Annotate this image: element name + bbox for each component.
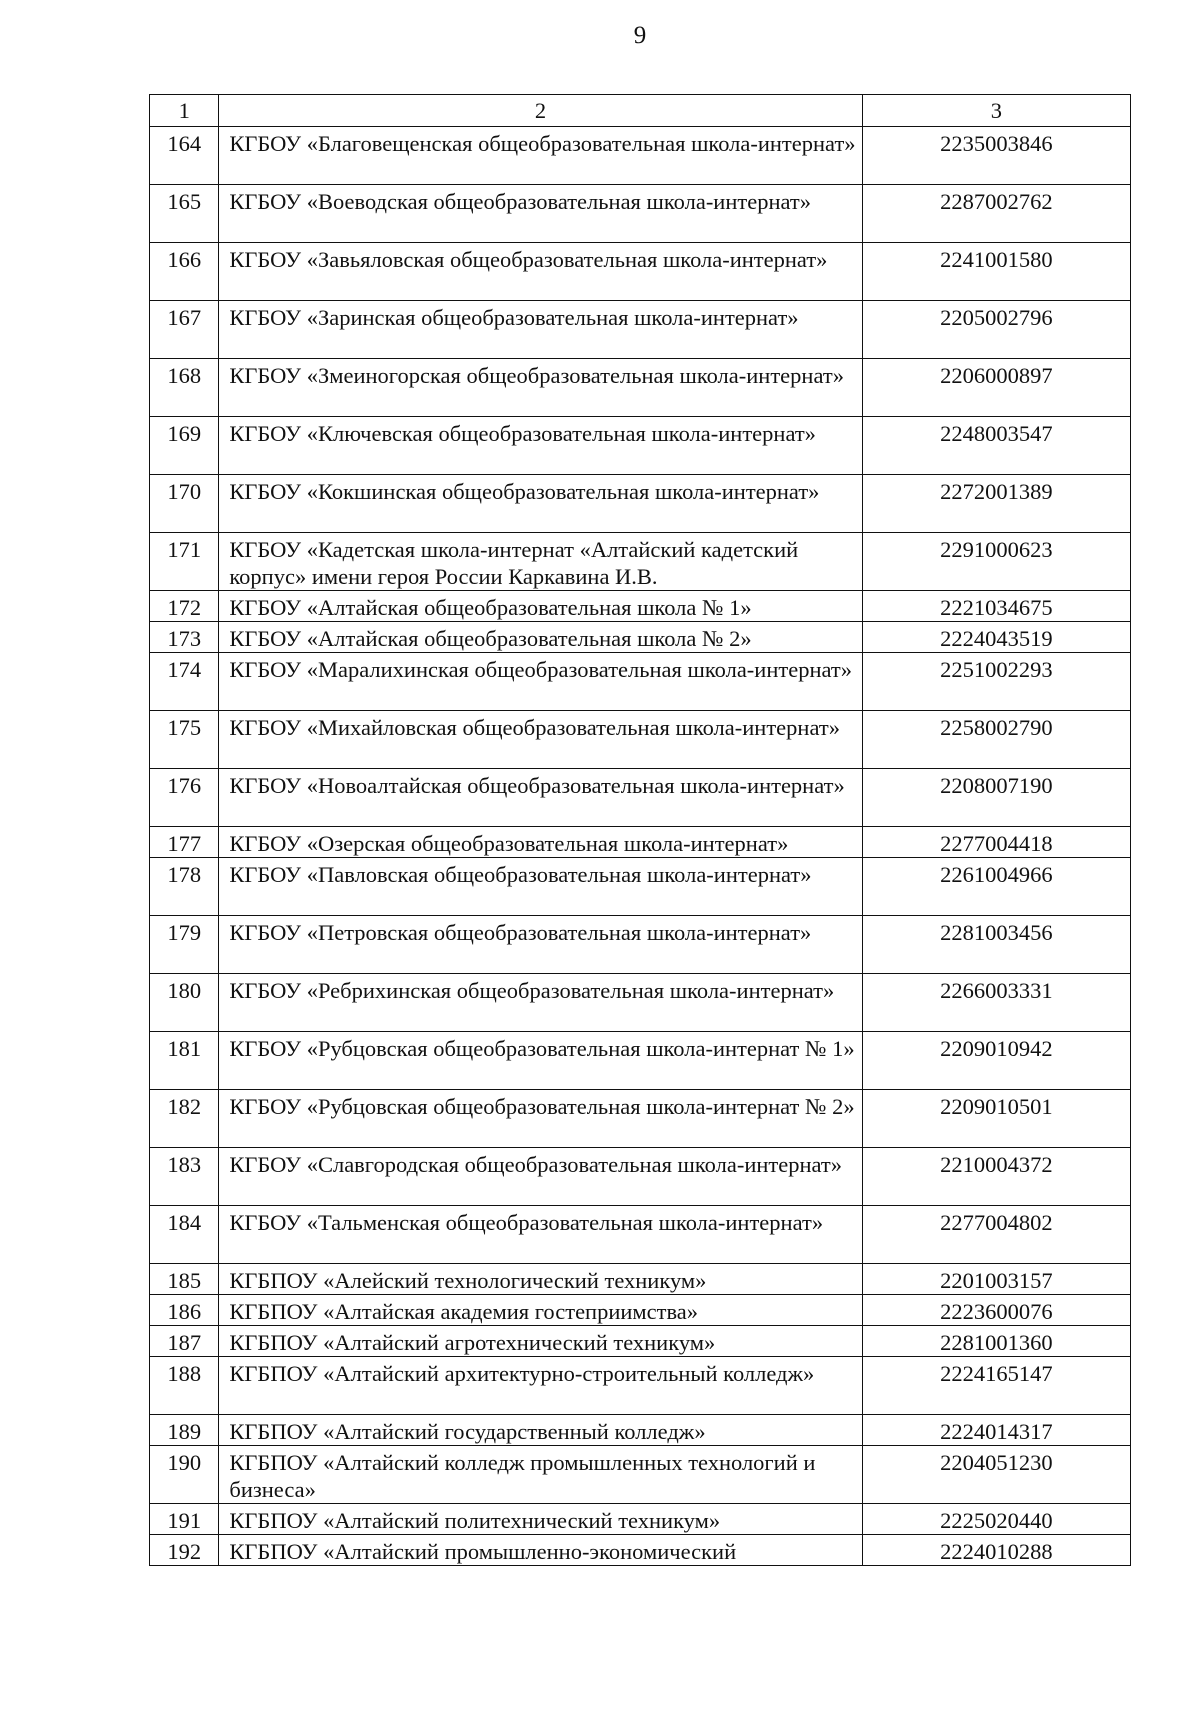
institution-name: КГБПОУ «Алтайский политехнический техникум»	[219, 1504, 862, 1535]
institution-name: КГБОУ «Кадетская школа-интернат «Алтайский кадетский корпус» имени героя России Каркавина И.В.	[219, 533, 862, 591]
table-row	[150, 185, 1131, 243]
institution-name: КГБОУ «Озерская общеобразовательная школа-интернат»	[219, 827, 862, 858]
inn-code: 2235003846	[862, 127, 1130, 185]
row-number: 179	[150, 916, 219, 974]
institution-name: КГБПОУ «Алтайский архитектурно-строительный колледж»	[219, 1357, 862, 1415]
inn-code: 2224165147	[862, 1357, 1130, 1415]
table-row	[150, 769, 1131, 827]
inn-code: 2210004372	[862, 1148, 1130, 1206]
header-col-2: 2	[219, 95, 862, 127]
institution-name: КГБПОУ «Алтайский колледж промышленных технологий и бизнеса»	[219, 1446, 862, 1504]
inn-code: 2209010942	[862, 1032, 1130, 1090]
row-number: 175	[150, 711, 219, 769]
inn-code: 2224010288	[862, 1535, 1130, 1566]
table-row	[150, 1264, 1131, 1295]
row-number: 168	[150, 359, 219, 417]
inn-code: 2281001360	[862, 1326, 1130, 1357]
row-number: 185	[150, 1264, 219, 1295]
table-row	[150, 1090, 1131, 1148]
institution-name: КГБОУ «Рубцовская общеобразовательная школа-интернат № 2»	[219, 1090, 862, 1148]
institution-name: КГБПОУ «Алтайский государственный колледж»	[219, 1415, 862, 1446]
row-number: 174	[150, 653, 219, 711]
header-col-3: 3	[862, 95, 1130, 127]
page-number: 9	[633, 22, 647, 49]
inn-code: 2204051230	[862, 1446, 1130, 1504]
institutions-table	[149, 94, 1131, 1566]
inn-code: 2291000623	[862, 533, 1130, 591]
institution-name: КГБОУ «Петровская общеобразовательная школа-интернат»	[219, 916, 862, 974]
institution-name: КГБОУ «Благовещенская общеобразовательная школа-интернат»	[219, 127, 862, 185]
table-row	[150, 1295, 1131, 1326]
inn-code: 2206000897	[862, 359, 1130, 417]
table-row	[150, 301, 1131, 359]
table-row	[150, 1415, 1131, 1446]
row-number: 184	[150, 1206, 219, 1264]
institution-name: КГБПОУ «Алтайский промышленно-экономический	[219, 1535, 862, 1566]
inn-code: 2201003157	[862, 1264, 1130, 1295]
row-number: 190	[150, 1446, 219, 1504]
table-row	[150, 475, 1131, 533]
institution-name: КГБОУ «Алтайская общеобразовательная школа № 1»	[219, 591, 862, 622]
row-number: 166	[150, 243, 219, 301]
table-row	[150, 622, 1131, 653]
row-number: 177	[150, 827, 219, 858]
inn-code: 2225020440	[862, 1504, 1130, 1535]
institution-name: КГБОУ «Маралихинская общеобразовательная школа-интернат»	[219, 653, 862, 711]
institution-name: КГБОУ «Ключевская общеобразовательная школа-интернат»	[219, 417, 862, 475]
institution-name: КГБОУ «Славгородская общеобразовательная школа-интернат»	[219, 1148, 862, 1206]
table-row	[150, 533, 1131, 591]
inn-code: 2224043519	[862, 622, 1130, 653]
inn-code: 2266003331	[862, 974, 1130, 1032]
inn-code: 2287002762	[862, 185, 1130, 243]
institution-name: КГБПОУ «Алтайский агротехнический техникум»	[219, 1326, 862, 1357]
inn-code: 2258002790	[862, 711, 1130, 769]
row-number: 170	[150, 475, 219, 533]
row-number: 169	[150, 417, 219, 475]
row-number: 189	[150, 1415, 219, 1446]
table-row	[150, 1357, 1131, 1415]
row-number: 186	[150, 1295, 219, 1326]
row-number: 171	[150, 533, 219, 591]
institution-name: КГБПОУ «Алейский технологический техникум»	[219, 1264, 862, 1295]
row-number: 180	[150, 974, 219, 1032]
table-row	[150, 711, 1131, 769]
institution-name: КГБОУ «Михайловская общеобразовательная школа-интернат»	[219, 711, 862, 769]
institution-name: КГБОУ «Новоалтайская общеобразовательная школа-интернат»	[219, 769, 862, 827]
inn-code: 2248003547	[862, 417, 1130, 475]
table-row	[150, 1535, 1131, 1566]
institution-name: КГБПОУ «Алтайская академия гостеприимства»	[219, 1295, 862, 1326]
inn-code: 2241001580	[862, 243, 1130, 301]
table-row	[150, 1326, 1131, 1357]
inn-code: 2281003456	[862, 916, 1130, 974]
row-number: 173	[150, 622, 219, 653]
institution-name: КГБОУ «Змеиногорская общеобразовательная школа-интернат»	[219, 359, 862, 417]
table-row	[150, 1148, 1131, 1206]
table-row	[150, 1206, 1131, 1264]
inn-code: 2277004418	[862, 827, 1130, 858]
table-row	[150, 1446, 1131, 1504]
institution-name: КГБОУ «Тальменская общеобразовательная школа-интернат»	[219, 1206, 862, 1264]
header-col-1: 1	[150, 95, 219, 127]
row-number: 182	[150, 1090, 219, 1148]
inn-code: 2223600076	[862, 1295, 1130, 1326]
inn-code: 2205002796	[862, 301, 1130, 359]
inn-code: 2208007190	[862, 769, 1130, 827]
inn-code: 2221034675	[862, 591, 1130, 622]
table-body	[150, 95, 1131, 1566]
inn-code: 2261004966	[862, 858, 1130, 916]
inn-code: 2224014317	[862, 1415, 1130, 1446]
institution-name: КГБОУ «Заринская общеобразовательная школа-интернат»	[219, 301, 862, 359]
table-row	[150, 827, 1131, 858]
table-row	[150, 916, 1131, 974]
institution-name: КГБОУ «Павловская общеобразовательная школа-интернат»	[219, 858, 862, 916]
table-row	[150, 858, 1131, 916]
table-row	[150, 653, 1131, 711]
institution-name: КГБОУ «Кокшинская общеобразовательная школа-интернат»	[219, 475, 862, 533]
row-number: 176	[150, 769, 219, 827]
table-row	[150, 1504, 1131, 1535]
row-number: 188	[150, 1357, 219, 1415]
row-number: 191	[150, 1504, 219, 1535]
table-row	[150, 1032, 1131, 1090]
table-row	[150, 591, 1131, 622]
table-header-row	[150, 95, 1131, 127]
table-row	[150, 359, 1131, 417]
inn-code: 2251002293	[862, 653, 1130, 711]
inn-code: 2209010501	[862, 1090, 1130, 1148]
row-number: 172	[150, 591, 219, 622]
row-number: 178	[150, 858, 219, 916]
table-row	[150, 417, 1131, 475]
institution-name: КГБОУ «Ребрихинская общеобразовательная школа-интернат»	[219, 974, 862, 1032]
table-row	[150, 243, 1131, 301]
inn-code: 2272001389	[862, 475, 1130, 533]
table-row	[150, 974, 1131, 1032]
table-row	[150, 127, 1131, 185]
institution-name: КГБОУ «Воеводская общеобразовательная школа-интернат»	[219, 185, 862, 243]
row-number: 187	[150, 1326, 219, 1357]
institution-name: КГБОУ «Завьяловская общеобразовательная школа-интернат»	[219, 243, 862, 301]
row-number: 183	[150, 1148, 219, 1206]
row-number: 181	[150, 1032, 219, 1090]
row-number: 167	[150, 301, 219, 359]
row-number: 164	[150, 127, 219, 185]
institution-name: КГБОУ «Алтайская общеобразовательная школа № 2»	[219, 622, 862, 653]
row-number: 192	[150, 1535, 219, 1566]
inn-code: 2277004802	[862, 1206, 1130, 1264]
institution-name: КГБОУ «Рубцовская общеобразовательная школа-интернат № 1»	[219, 1032, 862, 1090]
row-number: 165	[150, 185, 219, 243]
